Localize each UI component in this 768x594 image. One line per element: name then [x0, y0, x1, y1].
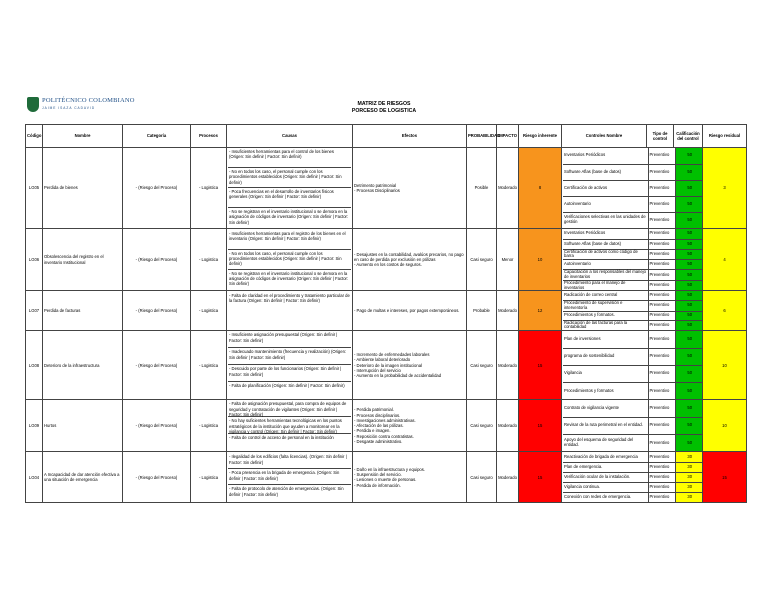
risk-impact: Moderado [497, 148, 519, 229]
risk-row [26, 148, 747, 229]
risk-effects: Detrimento patrimonial - Procesos Disciplinarios [353, 148, 467, 229]
risk-impact: Moderado [497, 331, 519, 400]
control-score: 30 [675, 492, 704, 502]
control-type: Preventivo [648, 249, 675, 260]
risk-probability: Casi seguro [467, 229, 497, 291]
control-type: Preventivo [648, 492, 675, 502]
risk-residual: 15 [703, 452, 747, 503]
control-row [563, 452, 704, 462]
control-type: Preventivo [648, 348, 675, 365]
risk-process: - Logistica [191, 400, 227, 452]
risk-impact: Menor [497, 229, 519, 291]
control-row [563, 148, 704, 164]
control-name: Revisar de la ruta perimetral en el entidad. [563, 417, 648, 434]
risk-inherent: 15 [519, 452, 562, 503]
risk-category: - (Riesgo del Proceso) [123, 229, 191, 291]
control-row [563, 260, 704, 270]
cause-item: - Insuficiente asignación presupuestal (Origen: Sin definir | Factor: Sin definir) [228, 331, 351, 348]
risk-impact: Moderado [497, 400, 519, 452]
risk-effects: - Desajustes en la contabilidad, avalúos precarios, no pago en caso de perdida por exclusión en pólizas - Aumento en los costos de seguros. [353, 229, 467, 291]
risk-category: - (Riesgo del Proceso) [123, 452, 191, 503]
control-type: Preventivo [648, 452, 675, 462]
control-score: 50 [675, 348, 704, 365]
risk-inherent: 12 [519, 291, 562, 331]
risk-row [26, 331, 747, 400]
control-type: Preventivo [648, 260, 675, 270]
control-type: Preventivo [648, 229, 675, 239]
control-score: 50 [675, 320, 704, 330]
control-row [563, 382, 704, 399]
control-name: Plan de emergencia. [563, 462, 648, 472]
control-row [563, 434, 704, 451]
risk-controls [562, 229, 703, 291]
risk-code: LG04 [26, 452, 43, 503]
risk-code: LG09 [26, 400, 43, 452]
risk-causes [227, 400, 353, 452]
cause-item: - Insuficientes herramientas para el registro de los bienes en el inventario (Origen: Sin definir | Factor: Sin definir) [228, 230, 351, 250]
page-title: MATRIZ DE RIESGOS [357, 101, 411, 107]
control-type: Preventivo [648, 148, 675, 164]
control-score: 30 [675, 482, 704, 492]
control-type: Preventivo [648, 331, 675, 348]
risk-probability: Probable [467, 291, 497, 331]
control-row [563, 365, 704, 382]
control-name: Conexión con redes de emergencia. [564, 494, 632, 500]
risk-impact: Moderado [497, 452, 519, 503]
risk-category: - (Riesgo del Proceso) [123, 148, 191, 229]
cause-item: - Falta de asignación presupuestal, para compra de equipos de seguridad y contratación de vigilantes (Origen: Sin definir | Factor: Sin definir) [228, 400, 351, 417]
control-row [563, 417, 704, 434]
control-row [563, 400, 704, 417]
risk-probability: Casi seguro [467, 452, 497, 503]
control-name: Inventarios Periódicos [563, 229, 648, 239]
control-type: Preventivo [648, 482, 675, 492]
risk-controls [562, 148, 703, 229]
header-nombre: Nombre [43, 125, 123, 148]
control-name: Certificación de activos como código de barra [563, 249, 648, 260]
risk-causes [227, 291, 353, 331]
control-score: 30 [675, 462, 704, 472]
cause-item: - No en todos los caso, el personal cumple con los procedimientos establecidos (Origen: Sin definir | Factor: Sin definir) [228, 250, 351, 270]
risk-inherent: 10 [519, 229, 562, 291]
control-row [563, 239, 704, 249]
risk-impact: Moderado [497, 291, 519, 331]
control-score: 50 [675, 300, 704, 311]
risk-inherent: 8 [519, 148, 562, 229]
risk-causes [227, 452, 353, 503]
control-type: Preventivo [648, 400, 675, 417]
control-name: programa de sostenibilidad [563, 348, 648, 365]
control-score: 50 [675, 239, 704, 249]
control-score: 50 [675, 164, 704, 180]
control-name: Apoyo del esquema de seguridad del entidad. [564, 437, 634, 448]
control-score: 50 [675, 291, 704, 300]
control-type: Preventivo [648, 300, 675, 311]
page-subtitle: PORCESO DE LOGISTICA [351, 108, 417, 114]
control-score: 50 [675, 434, 704, 451]
cause-item: - No hay suficientes herramientas tecnológicas en los puntos estratégicos de la institución que ayuden a monitorear en la vigilancia y control (Origen: Sin definir | Factor: Sin definir) [228, 417, 351, 434]
cause-item: - Falta de claridad en el procedimiento y tratamiento particular de la factura (Origen: Sin definir | Factor: Sin definir) [229, 292, 350, 304]
logo-name: POLITÉCNICO COLOMBIANO [42, 97, 135, 104]
control-score: 50 [675, 365, 704, 382]
control-row [563, 180, 704, 196]
control-row [563, 229, 704, 239]
risk-matrix-table [25, 124, 747, 503]
control-row [563, 164, 704, 180]
risk-name: Obsolescencia del registro en el inventario Institucional [43, 229, 123, 291]
risk-process: - Logistica [191, 148, 227, 229]
control-name: Autoinventario [563, 196, 648, 212]
cause-item: - No se registran en el inventario institucional o se demora en la asignación de códigos de inventario (Origen: Sin definir | Factor: Sin definir) [229, 209, 349, 225]
control-row [563, 482, 704, 492]
control-name: Procedimientos y formatos. [563, 311, 648, 320]
header-calificacion: Calificación del control [674, 125, 703, 148]
risk-process: - Logistica [191, 291, 227, 331]
header-riesgo-inherente: Riesgo inherente [519, 125, 562, 148]
control-row [563, 280, 704, 290]
header-procesos: Procesos [191, 125, 227, 148]
control-name: Procedimiento para el manejo de inventarios [564, 279, 626, 290]
cause-item: - Ilegalidad de los edificios (falta licencias). (Origen: Sin definir | Factor: Sin definir) [228, 453, 351, 469]
cause-item: - Insuficientes herramientas para el control de los bienes (Origen: Sin definir | Factor: Sin definir) [228, 148, 351, 168]
control-name: Capacitación a los responsables del manejo de inventarios [563, 270, 648, 281]
control-type: Preventivo [648, 462, 675, 472]
risk-probability: Posible [467, 148, 497, 229]
risk-name: Hurtos [43, 400, 123, 452]
control-row [563, 492, 704, 502]
control-type: Preventivo [648, 365, 675, 382]
control-score: 50 [675, 249, 704, 260]
control-score: 50 [675, 270, 704, 281]
control-score: 50 [675, 280, 704, 290]
risk-effects: - Daño en la infraestructura y equipos. - Suspensión del servicio. - Lesiones o muerte de personas. - Perdida de información. [353, 452, 467, 503]
control-name: Radicación de las facturas para la contabilidad [564, 319, 628, 330]
cause-item: - No en todos los caso, el personal cumple con los procedimientos establecidos (Origen: Sin definir | Factor: Sin definir) [228, 168, 351, 188]
control-score: 50 [675, 400, 704, 417]
header-codigo: Código [26, 125, 43, 148]
control-name: Verificación ocular de la instalación. [563, 472, 648, 482]
control-name: Procedimientos y formatos [564, 387, 614, 393]
risk-residual: 3 [703, 148, 747, 229]
risk-process: - Logistica [191, 331, 227, 400]
risk-residual: 10 [703, 331, 747, 400]
risk-name: Perdida de bienes [43, 148, 123, 229]
control-type: Preventivo [648, 382, 675, 399]
logo-subtitle: JAIME ISAZA CADAVID [42, 106, 96, 110]
cause-item: - Falta de control de acceso de personal en la institución [229, 435, 334, 441]
control-row [563, 331, 704, 348]
risk-causes [227, 148, 353, 229]
risk-row [26, 291, 747, 331]
risk-name: A Incapacidad de dar atención efectiva a una situación de emergencia [43, 452, 123, 503]
control-name: Vigilancia [563, 365, 648, 382]
control-type: Preventivo [648, 212, 675, 228]
control-type: Preventivo [648, 311, 675, 320]
risk-residual: 10 [703, 400, 747, 452]
risk-name: Perdida de facturas [43, 291, 123, 331]
risk-row [26, 229, 747, 291]
risk-process: - Logistica [191, 229, 227, 291]
header-riesgo-residual: Riesgo residual [703, 125, 747, 148]
header-controles: Controles Nombre [562, 125, 647, 148]
cause-item: - Poca presencia en la brigada de emergencia. (Origen: Sin definir | Factor: Sin definir) [228, 469, 351, 485]
control-score: 30 [675, 472, 704, 482]
control-type: Preventivo [648, 417, 675, 434]
control-name: Software Aflas (base de datos) [563, 239, 648, 249]
risk-code: LG07 [26, 291, 43, 331]
control-score: 50 [675, 212, 704, 228]
control-type: Preventivo [648, 180, 675, 196]
control-name: Inventarios Periódicos [563, 148, 648, 164]
control-row [563, 270, 704, 281]
control-row [563, 472, 704, 482]
cause-item: - Inadecuado mantenimiento (frecuencia y realización) (Origen: Sin definir | Factor: Sin definir) [228, 348, 351, 365]
control-type: Preventivo [648, 164, 675, 180]
control-score: 50 [675, 417, 704, 434]
cause-item: - No se registran en el inventario institucional o se demora en la asignación de códigos de inventario (Origen: Sin definir | Factor: Sin definir) [229, 270, 349, 287]
risk-controls [562, 400, 703, 452]
risk-category: - (Riesgo del Proceso) [123, 331, 191, 400]
control-score: 50 [675, 382, 704, 399]
cause-item: - Poca frecuencias en el desarrollo de inventarios físicos generales (Origen: Sin definir | Factor: Sin definir) [228, 188, 351, 208]
control-type: Preventivo [648, 472, 675, 482]
risk-probability: Casi seguro [467, 400, 497, 452]
risk-code: LG05 [26, 148, 43, 229]
risk-code: LG08 [26, 331, 43, 400]
risk-inherent: 15 [519, 400, 562, 452]
cause-item: - Descuido por parte de los funcionarios (Origen: Sin definir | Factor: Sin definir) [228, 365, 351, 382]
control-name: Contrato de vigilancia vigente [563, 400, 648, 417]
risk-causes [227, 331, 353, 400]
control-score: 50 [675, 148, 704, 164]
risk-category: - (Riesgo del Proceso) [123, 400, 191, 452]
control-score: 50 [675, 196, 704, 212]
control-type: Preventivo [648, 291, 675, 300]
control-name: Radicación de correo central [563, 291, 648, 300]
control-score: 50 [675, 260, 704, 270]
risk-inherent: 15 [519, 331, 562, 400]
control-row [563, 462, 704, 472]
header-tipo: Tipo de control [647, 125, 674, 148]
risk-controls [562, 452, 703, 503]
control-name: Vigilancia continua. [563, 482, 648, 492]
control-type: Preventivo [648, 270, 675, 281]
risk-controls [562, 291, 703, 331]
control-name: Reactivación de brigada de emergencia [563, 452, 648, 462]
cause-item: - Falta de planificación (Origen: Sin definir | Factor: Sin definir) [229, 383, 345, 389]
control-row [563, 320, 704, 330]
control-type: Preventivo [648, 196, 675, 212]
risk-category: - (Riesgo del Proceso) [123, 291, 191, 331]
risk-causes [227, 229, 353, 291]
control-type: Preventivo [648, 434, 675, 451]
control-type: Preventivo [648, 320, 675, 330]
header-causas: Causas [227, 125, 353, 148]
risk-probability: Casi seguro [467, 331, 497, 400]
control-name: Procedimiento de supervisión e interventoría [563, 300, 648, 311]
risk-effects: - Incremento de enfermedades laborales - Ambiente laboral deteriorado - Deterioro de la imagen institucional - Interrupción del servicio - Aumento en la probabilidad de accidentalidad [353, 331, 467, 400]
control-name: Plan de inversiones [563, 331, 648, 348]
risk-process: - Logistica [191, 452, 227, 503]
control-name: Software Aflas (base de datos) [563, 164, 648, 180]
control-name: Certificación de activos [563, 180, 648, 196]
header-impacto: IMPACTO [497, 125, 519, 148]
control-score: 50 [675, 180, 704, 196]
control-score: 50 [675, 311, 704, 320]
risk-effects: - Perdida patrimonial. - Procesos disciplinarios. - Investigaciones administrativas. - Afectación de las pólizas. - Perdida e imagen. - Reposición contra contratistas. - Desgaste administrativo. [353, 400, 467, 452]
risk-row [26, 400, 747, 452]
control-row [563, 212, 704, 228]
risk-residual: 4 [703, 229, 747, 291]
cause-item: - Falta de protocolo de atención de emergencias. (Origen: Sin definir | Factor: Sin definir) [229, 486, 344, 497]
header-probabilidad: PROBABILIDAD [467, 125, 497, 148]
control-score: 50 [675, 229, 704, 239]
control-type: Preventivo [648, 280, 675, 290]
risk-row [26, 452, 747, 503]
control-row [563, 311, 704, 320]
risk-code: LG06 [26, 229, 43, 291]
risk-effects: - Pago de multas e intereses, por pagos extemporáneos. [353, 291, 467, 331]
header-row [26, 125, 747, 148]
header-categoria: Categoría [123, 125, 191, 148]
risk-name: Deterioro de la infraestructura [43, 331, 123, 400]
control-score: 50 [675, 331, 704, 348]
control-row [563, 300, 704, 311]
risk-controls [562, 331, 703, 400]
control-row [563, 249, 704, 260]
control-name: Verificaciones selectivas en las unidades de gestión [564, 214, 646, 225]
header-efectos: Efectos [353, 125, 467, 148]
control-row [563, 348, 704, 365]
risk-residual: 6 [703, 291, 747, 331]
control-score: 30 [675, 452, 704, 462]
control-name: Autoinventario [563, 260, 648, 270]
control-row [563, 196, 704, 212]
control-type: Preventivo [648, 239, 675, 249]
